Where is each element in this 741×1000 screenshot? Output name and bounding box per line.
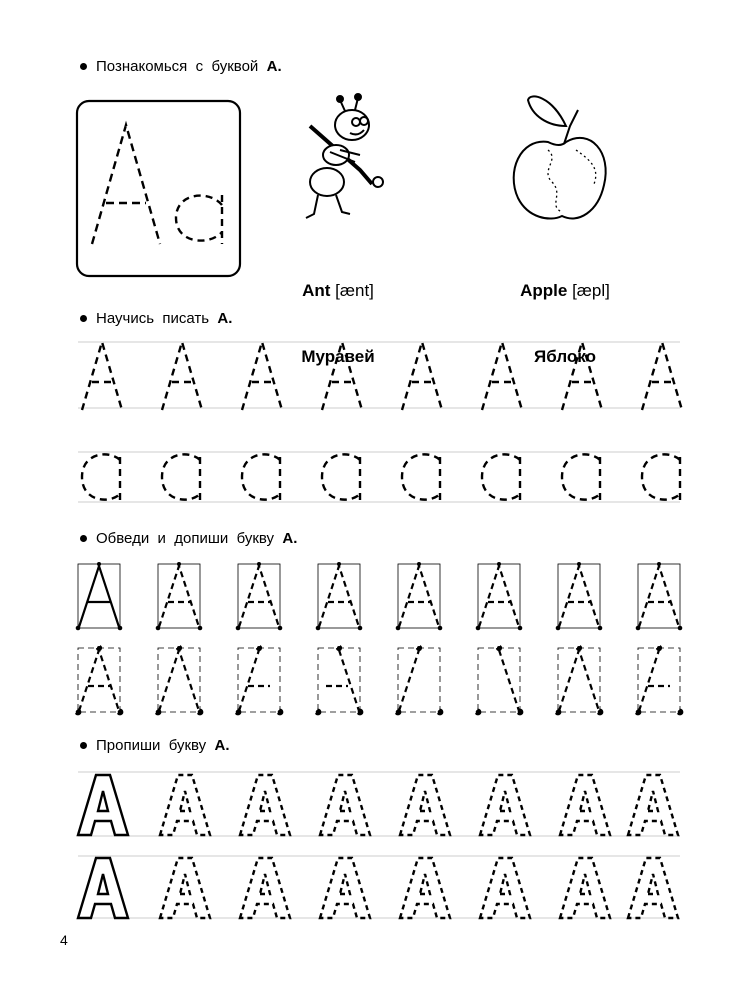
instruction-text: Познакомься с буквой [96, 58, 267, 75]
instruction-text: Научись писать [96, 310, 218, 327]
word-russian: Яблоко [534, 347, 596, 366]
instruction-letter: А. [282, 530, 298, 547]
letter-card [77, 101, 240, 276]
trace-row-1 [76, 562, 683, 630]
trace-row-2 [76, 646, 683, 714]
instruction-letter: А. [217, 310, 233, 327]
write-row-2 [78, 858, 678, 918]
ant-illustration [306, 94, 383, 218]
word-russian: Муравей [301, 347, 375, 366]
word-transcription: [æpl] [572, 281, 610, 300]
instruction-text: Обведи и допиши букву [96, 530, 283, 547]
apple-illustration [514, 96, 606, 218]
page-number: 4 [60, 932, 68, 948]
instruction-text: Пропиши букву [96, 737, 215, 754]
learn-row-upper [82, 342, 682, 410]
word-english: Ant [302, 281, 331, 300]
write-row-1 [78, 775, 678, 835]
guide-lines [78, 342, 680, 918]
instruction-letter: А. [214, 737, 230, 754]
instruction-letter: А. [266, 58, 282, 75]
word-english: Apple [520, 281, 568, 300]
learn-row-lower [82, 454, 680, 504]
word-transcription: [ænt] [335, 281, 374, 300]
